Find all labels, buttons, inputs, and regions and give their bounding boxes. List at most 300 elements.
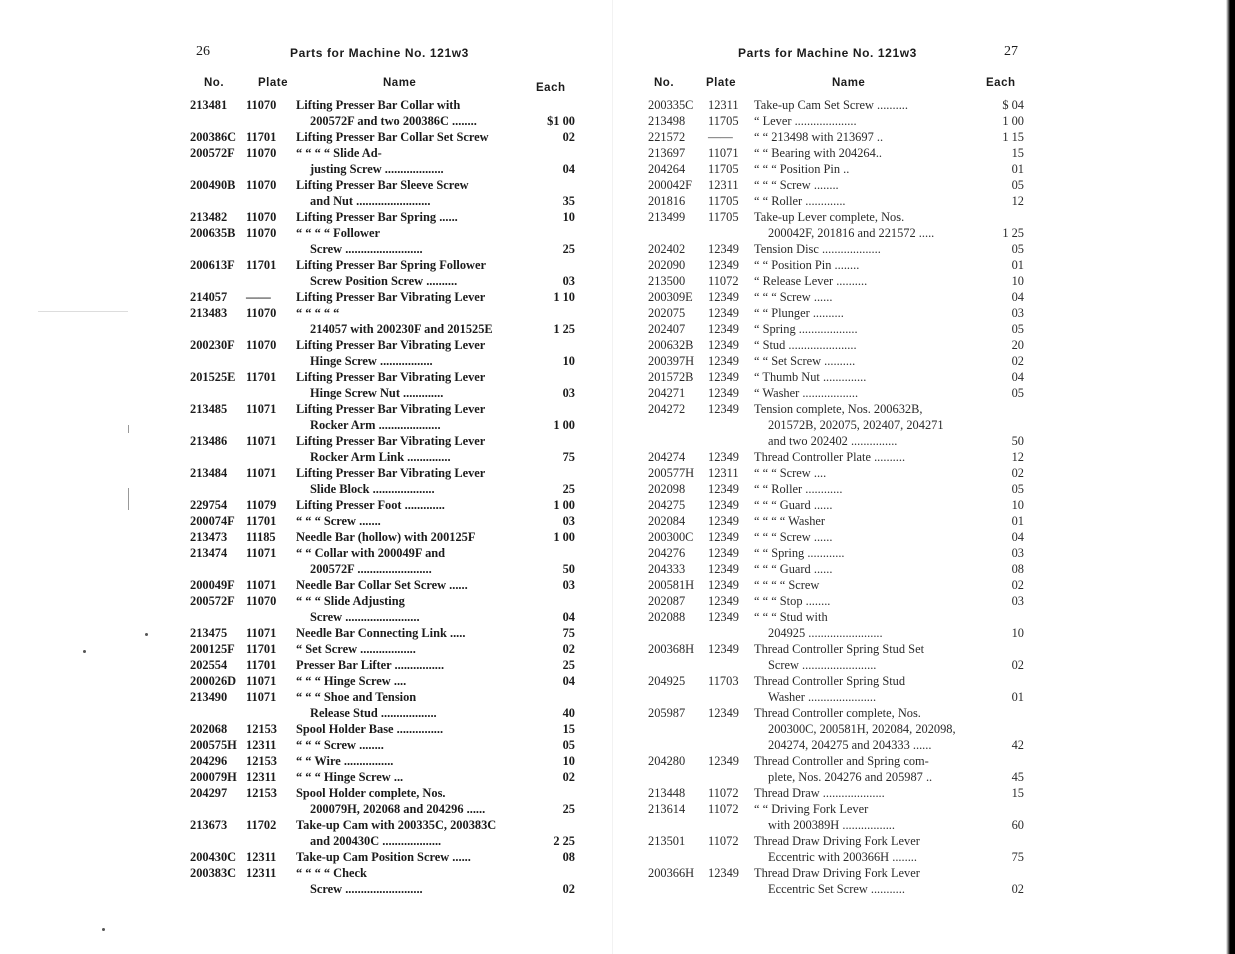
plate-number: 12349 — [708, 386, 739, 400]
part-row — [648, 801, 1024, 833]
part-number: 204333 — [648, 562, 686, 576]
part-name — [296, 177, 521, 209]
part-name-line: “ “ “ “ Check — [296, 866, 367, 880]
plate-number: 12349 — [708, 610, 739, 624]
part-name — [754, 97, 974, 113]
part-number: 204925 — [648, 674, 686, 688]
part-row — [190, 817, 575, 849]
part-row — [648, 193, 1024, 209]
part-number: 213482 — [190, 210, 228, 224]
part-row — [648, 785, 1024, 801]
part-name — [754, 801, 974, 833]
part-row — [648, 529, 1024, 545]
part-name — [296, 289, 521, 305]
part-name-line: “ “ Driving Fork Lever — [754, 802, 869, 816]
part-number: 204297 — [190, 786, 228, 800]
part-number: 221572 — [648, 130, 686, 144]
part-row — [190, 753, 575, 769]
header-no: No. — [654, 77, 675, 89]
part-name-line: “ “ Spring ............ — [754, 546, 845, 560]
part-name — [754, 753, 974, 785]
part-number: 200386C — [190, 130, 237, 144]
part-name-line: Tension Disc ................... — [754, 242, 881, 256]
part-name-line: Lifting Presser Bar Vibrating Lever — [296, 402, 486, 416]
part-name-line: “ “ 213498 with 213697 .. — [754, 130, 884, 144]
price-each: 05 — [1011, 322, 1024, 336]
page-number: 26 — [196, 44, 210, 59]
part-name — [754, 129, 974, 145]
part-name — [296, 817, 521, 849]
part-row — [190, 225, 575, 257]
part-name-line: 204274, 204275 and 204333 ...... — [768, 738, 932, 752]
part-number: 202088 — [648, 610, 686, 624]
part-name-line: “ “ “ Stop ........ — [754, 594, 831, 608]
part-row — [648, 593, 1024, 609]
part-name-line: Lifting Presser Bar Vibrating Lever — [296, 434, 486, 448]
scan-mark — [38, 311, 128, 312]
scan-mark — [128, 425, 129, 433]
part-name-line: “ “ Roller ............. — [754, 194, 846, 208]
price-each: 10 — [562, 754, 575, 768]
part-name-line: Thread Controller Plate .......... — [754, 450, 906, 464]
part-row — [648, 305, 1024, 321]
part-number: 213483 — [190, 306, 228, 320]
part-name-line: Thread Controller and Spring com- — [754, 754, 929, 768]
plate-number: 12349 — [708, 450, 739, 464]
price-each: 03 — [1011, 594, 1024, 608]
part-row — [190, 625, 575, 641]
part-name-line: “ Washer .................. — [754, 386, 859, 400]
part-name — [754, 401, 974, 449]
part-name-line: Lifting Presser Bar Vibrating Lever — [296, 466, 486, 480]
part-row — [648, 513, 1024, 529]
part-row — [190, 545, 575, 577]
price-each: 01 — [1011, 690, 1024, 704]
plate-number: 12349 — [708, 306, 739, 320]
price-each: 10 — [1011, 498, 1024, 512]
price-each: 02 — [1011, 578, 1024, 592]
part-number: 213490 — [190, 690, 228, 704]
price-each: 1 00 — [1002, 114, 1024, 128]
part-number: 200049F — [190, 578, 235, 592]
part-name — [296, 641, 521, 657]
part-number: 200397H — [648, 354, 695, 368]
part-name-line: “ “ “ Stud with — [754, 610, 828, 624]
price-each: 08 — [1011, 562, 1024, 576]
part-name — [754, 481, 974, 497]
price-each: 35 — [562, 194, 575, 208]
parts-list — [190, 97, 575, 897]
part-name — [754, 449, 974, 465]
part-name-line: Lifting Presser Bar Spring Follower — [296, 258, 486, 272]
part-row — [190, 657, 575, 673]
part-name-line: Rocker Arm Link .............. — [310, 450, 451, 464]
part-row — [648, 145, 1024, 161]
part-name — [754, 497, 974, 513]
part-row — [648, 401, 1024, 449]
price-each: 02 — [562, 130, 575, 144]
part-name-line: “ “ Wire ................ — [296, 754, 394, 768]
part-name-line: “ “ Collar with 200049F and — [296, 546, 446, 560]
price-each: 75 — [562, 626, 575, 640]
part-row — [648, 497, 1024, 513]
part-row — [648, 353, 1024, 369]
part-number: 200430C — [190, 850, 237, 864]
part-name-line: Thread Controller complete, Nos. — [754, 706, 921, 720]
plate-number: 11071 — [246, 402, 277, 416]
header-each: Each — [536, 82, 566, 94]
part-name-line: Washer ...................... — [768, 690, 877, 704]
part-name-line: 204925 ........................ — [768, 626, 883, 640]
header-name: Name — [832, 77, 866, 89]
part-name — [754, 529, 974, 545]
price-each: 45 — [1011, 770, 1024, 784]
price-each: 1 00 — [553, 530, 575, 544]
part-name — [296, 209, 521, 225]
page-title: Parts for Machine No. 121w3 — [290, 46, 469, 60]
part-row — [648, 337, 1024, 353]
part-name-line: “ “ “ Shoe and Tension — [296, 690, 417, 704]
part-name — [296, 529, 521, 545]
price-each: 02 — [1011, 354, 1024, 368]
plate-number: 11701 — [246, 514, 277, 528]
part-name — [296, 513, 521, 529]
part-row — [648, 321, 1024, 337]
page-number: 27 — [1004, 44, 1018, 59]
plate-number: 11070 — [246, 178, 277, 192]
part-number: 213697 — [648, 146, 686, 160]
part-row — [190, 641, 575, 657]
price-each: 75 — [1011, 850, 1024, 864]
price-each: 50 — [562, 562, 575, 576]
part-name — [754, 705, 974, 753]
part-name — [296, 225, 521, 257]
part-row — [190, 593, 575, 625]
plate-number: 11701 — [246, 130, 277, 144]
part-row — [190, 465, 575, 497]
price-each: 03 — [562, 514, 575, 528]
plate-number: 11701 — [246, 370, 277, 384]
plate-number: 12349 — [708, 514, 739, 528]
part-name — [296, 305, 521, 337]
part-name — [296, 721, 521, 737]
price-each: 1 25 — [1002, 226, 1024, 240]
part-name — [296, 737, 521, 753]
part-name-line: “ “ “ Screw ...... — [754, 290, 833, 304]
part-row — [648, 465, 1024, 481]
book-spine-shadow — [1226, 0, 1235, 954]
part-name — [754, 673, 974, 705]
part-row — [190, 673, 575, 689]
part-name — [296, 689, 521, 721]
price-each: 10 — [1011, 274, 1024, 288]
part-number: 202075 — [648, 306, 686, 320]
part-name-line: 200300C, 200581H, 202084, 202098, — [768, 722, 956, 736]
part-row — [190, 257, 575, 289]
plate-number: 11705 — [708, 162, 739, 176]
part-number: 202068 — [190, 722, 228, 736]
price-each: 03 — [562, 386, 575, 400]
part-name-line: Hinge Screw ................. — [310, 354, 433, 368]
part-row — [648, 385, 1024, 401]
part-name — [296, 657, 521, 673]
part-name-line: Tension complete, Nos. 200632B, — [754, 402, 923, 416]
part-row — [648, 241, 1024, 257]
price-each: 20 — [1011, 338, 1024, 352]
plate-number: 12349 — [708, 530, 739, 544]
part-row — [648, 177, 1024, 193]
part-row — [648, 129, 1024, 145]
part-number: 204275 — [648, 498, 686, 512]
part-name-line: “ “ “ “ Follower — [296, 226, 380, 240]
part-number: 202407 — [648, 322, 686, 336]
part-row — [190, 305, 575, 337]
part-number: 200125F — [190, 642, 235, 656]
plate-number: 11071 — [246, 434, 277, 448]
price-each: 12 — [1011, 194, 1024, 208]
part-name-line: “ “ Plunger .......... — [754, 306, 844, 320]
part-name — [296, 145, 521, 177]
price-each: 25 — [562, 802, 575, 816]
part-name-line: Screw ......................... — [310, 882, 423, 896]
part-name-line: 214057 with 200230F and 201525E — [310, 322, 493, 336]
plate-number: 11071 — [246, 578, 277, 592]
part-name — [754, 177, 974, 193]
plate-number: —— — [708, 130, 733, 144]
part-name — [296, 785, 521, 817]
price-each: 05 — [1011, 242, 1024, 256]
part-row — [190, 721, 575, 737]
price-each: 02 — [1011, 466, 1024, 480]
price-each: 10 — [562, 354, 575, 368]
part-number: 204271 — [648, 386, 686, 400]
part-number: 201525E — [190, 370, 236, 384]
price-each: 25 — [562, 482, 575, 496]
part-name — [296, 673, 521, 689]
part-number: 200635B — [190, 226, 236, 240]
plate-number: 11070 — [246, 594, 277, 608]
part-number: 213475 — [190, 626, 228, 640]
scan-speck — [102, 928, 105, 931]
part-name — [754, 561, 974, 577]
price-each: 15 — [562, 722, 575, 736]
part-name — [754, 353, 974, 369]
plate-number: 12311 — [246, 866, 277, 880]
part-number: 200575H — [190, 738, 237, 752]
price-each: 05 — [1011, 178, 1024, 192]
scan-mark — [128, 488, 129, 510]
part-name-line: “ “ “ Hinge Screw ... — [296, 770, 404, 784]
part-number: 213500 — [648, 274, 686, 288]
part-name-line: Thread Draw .................... — [754, 786, 885, 800]
plate-number: 12349 — [708, 594, 739, 608]
price-each: 1 15 — [1002, 130, 1024, 144]
part-number: 200079H — [190, 770, 237, 784]
part-row — [190, 145, 575, 177]
part-number: 200613F — [190, 258, 235, 272]
part-number: 213673 — [190, 818, 228, 832]
plate-number: 12349 — [708, 290, 739, 304]
price-each: 10 — [1011, 626, 1024, 640]
part-number: 200300C — [648, 530, 694, 544]
price-each: 04 — [562, 610, 575, 624]
part-number: 200042F — [648, 178, 693, 192]
part-row — [190, 865, 575, 897]
part-number: 200368H — [648, 642, 695, 656]
part-number: 204264 — [648, 162, 686, 176]
part-row — [190, 369, 575, 401]
part-number: 202554 — [190, 658, 228, 672]
part-name — [296, 433, 521, 465]
plate-number: 12349 — [708, 338, 739, 352]
plate-number: 12349 — [708, 258, 739, 272]
part-name — [754, 337, 974, 353]
part-name — [754, 161, 974, 177]
plate-number: 12349 — [708, 754, 739, 768]
part-number: 200366H — [648, 866, 695, 880]
part-number: 200309E — [648, 290, 693, 304]
part-row — [648, 97, 1024, 113]
price-each: 04 — [562, 162, 575, 176]
plate-number: 12349 — [708, 242, 739, 256]
price-each: 02 — [562, 642, 575, 656]
plate-number: 11072 — [708, 786, 739, 800]
part-name — [754, 369, 974, 385]
price-each: 15 — [1011, 146, 1024, 160]
price-each: 25 — [562, 242, 575, 256]
plate-number: 11070 — [246, 98, 277, 112]
part-row — [190, 97, 575, 129]
price-each: 02 — [562, 770, 575, 784]
price-each: 03 — [1011, 306, 1024, 320]
plate-number: 12311 — [246, 770, 277, 784]
price-each: 02 — [1011, 658, 1024, 672]
plate-number: 11071 — [246, 674, 277, 688]
part-number: 200383C — [190, 866, 237, 880]
part-number: 204296 — [190, 754, 228, 768]
part-name — [296, 753, 521, 769]
part-name-line: “ “ “ Guard ...... — [754, 562, 833, 576]
plate-number: 11070 — [246, 338, 277, 352]
plate-number: 11703 — [708, 674, 739, 688]
part-name-line: Lifting Presser Bar Vibrating Lever — [296, 370, 486, 384]
part-name-line: “ Set Screw .................. — [296, 642, 416, 656]
part-name-line: “ “ “ “ Screw — [754, 578, 820, 592]
part-name-line: Eccentric with 200366H ........ — [768, 850, 917, 864]
price-each: 42 — [1011, 738, 1024, 752]
part-name-line: “ Stud ...................... — [754, 338, 857, 352]
part-row — [190, 689, 575, 721]
plate-number: 11072 — [708, 274, 739, 288]
price-each: $ 04 — [1002, 98, 1024, 112]
part-row — [648, 257, 1024, 273]
part-number: 200572F — [190, 594, 235, 608]
part-row — [190, 785, 575, 817]
part-number: 213474 — [190, 546, 228, 560]
part-name — [296, 257, 521, 289]
part-name — [754, 593, 974, 609]
part-name-line: Screw ........................ — [768, 658, 877, 672]
price-each: 03 — [1011, 546, 1024, 560]
part-number: 213485 — [190, 402, 228, 416]
part-number: 200230F — [190, 338, 235, 352]
part-name-line: Lifting Presser Bar Vibrating Lever — [296, 338, 486, 352]
part-name-line: “ “ “ Hinge Screw .... — [296, 674, 407, 688]
plate-number: 11070 — [246, 306, 277, 320]
part-number: 213486 — [190, 434, 228, 448]
part-name-line: “ “ “ Screw ........ — [754, 178, 839, 192]
part-row — [648, 577, 1024, 593]
part-row — [648, 481, 1024, 497]
part-row — [648, 673, 1024, 705]
part-name-line: Lifting Presser Bar Collar Set Screw — [296, 130, 489, 144]
plate-number: 12349 — [708, 402, 739, 416]
part-name-line: Lifting Presser Foot ............. — [296, 498, 445, 512]
price-each: 05 — [1011, 482, 1024, 496]
part-number: 229754 — [190, 498, 228, 512]
part-row — [648, 545, 1024, 561]
part-name — [296, 593, 521, 625]
part-row — [648, 561, 1024, 577]
part-name-line: and two 202402 ............... — [768, 434, 898, 448]
part-number: 202098 — [648, 482, 686, 496]
price-each: 05 — [562, 738, 575, 752]
part-row — [648, 609, 1024, 641]
part-name-line: Take-up Lever complete, Nos. — [754, 210, 905, 224]
part-number: 204280 — [648, 754, 686, 768]
price-each: 25 — [562, 658, 575, 672]
part-number: 202090 — [648, 258, 686, 272]
part-row — [190, 513, 575, 529]
part-name-line: “ “ “ Screw ...... — [754, 530, 833, 544]
plate-number: 12311 — [246, 738, 277, 752]
part-name-line: 200572F ........................ — [310, 562, 432, 576]
price-each: 10 — [562, 210, 575, 224]
part-number: 202402 — [648, 242, 686, 256]
part-name-line: Screw Position Screw .......... — [310, 274, 458, 288]
part-name — [754, 641, 974, 673]
part-number: 200335C — [648, 98, 694, 112]
part-name-line: Screw ......................... — [310, 242, 423, 256]
plate-number: 12349 — [708, 866, 739, 880]
part-name-line: Lifting Presser Bar Sleeve Screw — [296, 178, 469, 192]
part-number: 205987 — [648, 706, 686, 720]
part-name-line: 200079H, 202068 and 204296 ...... — [310, 802, 486, 816]
price-each: 01 — [1011, 514, 1024, 528]
part-name — [754, 257, 974, 273]
right-page — [648, 0, 1024, 954]
plate-number: 11071 — [246, 690, 277, 704]
part-row — [648, 865, 1024, 897]
part-number: 200572F — [190, 146, 235, 160]
plate-number: 12349 — [708, 642, 739, 656]
part-name-line: “ Spring ................... — [754, 322, 858, 336]
part-name-line: “ “ “ Screw ....... — [296, 514, 381, 528]
part-row — [648, 833, 1024, 865]
part-number: 204276 — [648, 546, 686, 560]
part-number: 202087 — [648, 594, 686, 608]
part-name — [754, 321, 974, 337]
plate-number: 12311 — [708, 98, 739, 112]
part-name — [296, 337, 521, 369]
part-name — [754, 289, 974, 305]
part-row — [648, 641, 1024, 673]
part-name — [754, 833, 974, 865]
price-each: 15 — [1011, 786, 1024, 800]
price-each: 04 — [1011, 530, 1024, 544]
part-name-line: “ “ Position Pin ........ — [754, 258, 860, 272]
part-row — [190, 497, 575, 513]
